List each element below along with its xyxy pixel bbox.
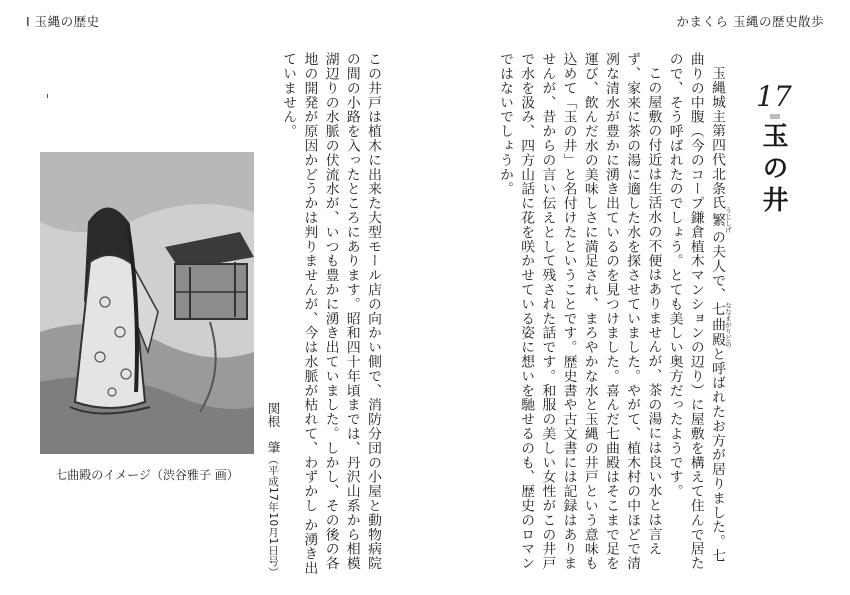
ruby-reading-1: うじしげ bbox=[724, 206, 732, 233]
ruby-nanamagaridono bbox=[709, 301, 732, 347]
paragraph-2: この屋敷の付近は生活水の不便はありませんが、茶の湯には良い水とは言えず、家来に茶の湯に適した水を探させていました。やがて、植木村の中ほどで清冽な清水が豊かに湧き出ているのを見つけました。喜んだ七曲殿はそこまで足を運び、飲んだ水の美味しさに満足され、まろやかな水と玉縄の井戸という意味も込めて「玉の井」と名付けたということです。歴史書や古文書には記録はありませんが、昔からの言い伝えとして残された話です。和服の美しい女性がこの井戸で水を汲み、四方山話に花を咲かせている姿に想いを馳せるのも、歴史のロマンではないでしょうか。 bbox=[496, 52, 662, 571]
paragraph-1 bbox=[663, 52, 732, 572]
p1-part-c: と呼ばれたお方が居りました。七曲りの中腹（今のコープ鎌倉植木マンションの辺り）に屋敷を構えて住んで居たので、そう呼ばれたのでしょう。とても美しい奥方だったようです。 bbox=[666, 52, 725, 571]
illustration bbox=[40, 152, 254, 454]
author-credit bbox=[265, 402, 281, 578]
ruby-reading-2: ななまがりどの bbox=[724, 301, 732, 347]
running-head-right: かまくら 玉縄の歴史散歩 bbox=[676, 14, 824, 29]
ink-painting-image bbox=[40, 152, 254, 454]
margin-tick bbox=[47, 94, 48, 98]
chapter-title: 玉の井 bbox=[758, 122, 788, 218]
author-name: 関根 肇 bbox=[266, 402, 281, 454]
right-page-body bbox=[472, 52, 732, 572]
chapter-bar bbox=[770, 114, 780, 119]
right-page bbox=[425, 0, 850, 595]
p1-part-b: の夫人で、 bbox=[709, 229, 725, 302]
ruby-base-1: 繁 bbox=[709, 206, 725, 233]
ruby-ujishige bbox=[709, 206, 732, 233]
illustration-caption: 七曲殿のイメージ（渋谷雅子 画） bbox=[55, 468, 239, 482]
chapter-number: 17 bbox=[756, 80, 792, 113]
ruby-base-2: 七曲殿 bbox=[709, 301, 725, 347]
publication-date: （平成17年10月1日号） bbox=[267, 454, 279, 578]
paragraph-3: この井戸は植木に出来た大型モール店の向かい側で、消防分団の小屋と動物病院の間の小路を入ったところにあります。昭和四十年頃までは、丹沢山系から相模湖辺りの水脈の伏流水が、いつも豊かに湧き出ていました。しかし、その後の各地の開発が原因かどうかは判りませんが、今は水脈が枯れて、わずかし か湧き出ていません。 bbox=[280, 52, 381, 576]
running-head-left: Ⅰ 玉縄の歴史 bbox=[26, 14, 100, 29]
p1-part-a: 玉縄城主第四代北条氏 bbox=[709, 65, 725, 210]
